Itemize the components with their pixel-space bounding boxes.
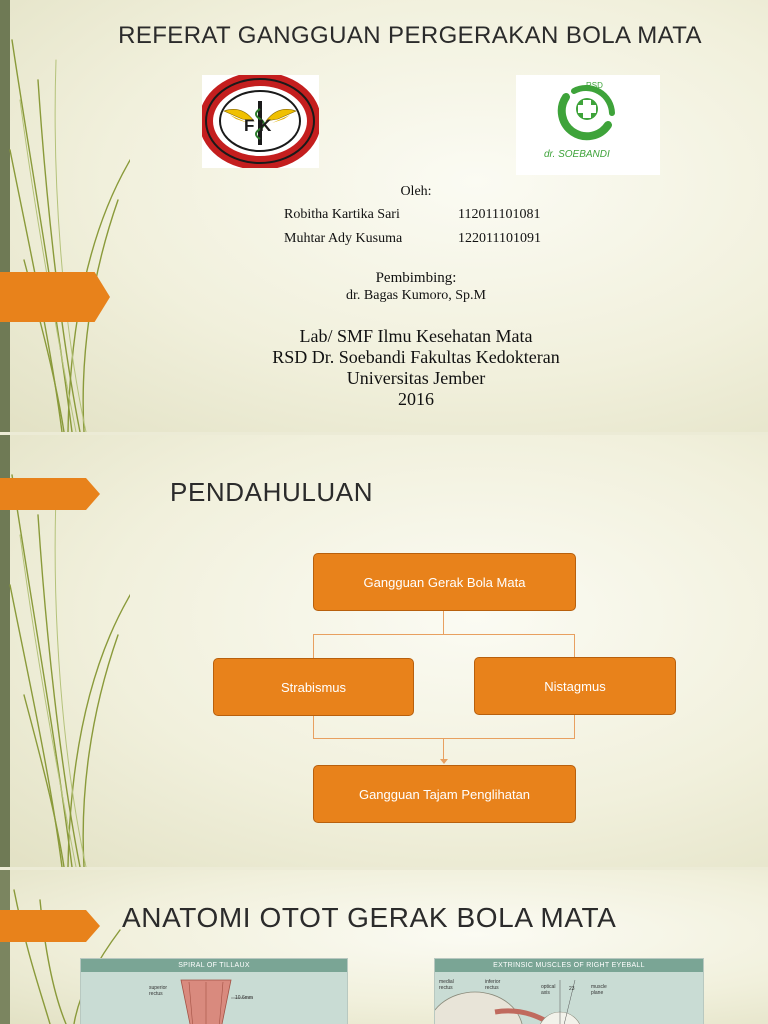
author-name-1: Robitha Kartika Sari [284, 207, 400, 222]
fk-logo-letter-f: F K [244, 116, 272, 135]
figure-extrinsic-muscles [434, 958, 704, 1024]
slide-anatomy [0, 870, 768, 1024]
figure-left-label-superior-rectus: superior rectus [149, 985, 168, 997]
arrow-tab [0, 910, 100, 942]
slide-title [0, 0, 768, 432]
diagram-node-strabismus: Strabismus [213, 658, 414, 716]
rsd-logo-bottom-text: dr. SOEBANDI [544, 149, 610, 160]
figure-right-label-inferior-rectus: inferior rectus [485, 979, 501, 991]
section-heading-introduction: PENDAHULUAN [170, 477, 374, 507]
fk-logo [202, 75, 319, 168]
author-name-2: Muhtar Ady Kusuma [284, 231, 403, 246]
connector-top-branch [313, 634, 575, 635]
supervisor-name: dr. Bagas Kumoro, Sp.M [346, 288, 486, 303]
rsd-soebandi-logo [516, 75, 660, 175]
figure-spiral-of-tillaux [80, 958, 348, 1024]
connector-root-down [443, 609, 444, 634]
by-label: Oleh: [400, 184, 432, 199]
connector-to-bottom [443, 738, 444, 760]
diagram-node-visual-acuity: Gangguan Tajam Penglihatan [313, 765, 576, 823]
connector-bottom-branch [313, 738, 575, 739]
institution-line-1: Lab/ SMF Ilmu Kesehatan Mata [299, 326, 533, 346]
institution-year: 2016 [398, 389, 434, 409]
slide-introduction [0, 435, 768, 867]
rsd-logo-top-text: RSD [586, 81, 603, 90]
supervisor-label: Pembimbing: [375, 270, 457, 286]
institution-line-3: Universitas Jember [346, 368, 486, 388]
figure-right-label-angle: 23 [569, 986, 575, 992]
figure-left-label-distance: 10.6mm [235, 995, 254, 1001]
author-nim-2: 122011101091 [458, 231, 541, 246]
diagram-node-root: Gangguan Gerak Bola Mata [313, 553, 576, 611]
figure-right-label-medial-rectus: medial rectus [439, 979, 454, 991]
author-nim-1: 112011101081 [458, 207, 541, 222]
arrow-head-icon [440, 759, 448, 764]
section-heading-anatomy: ANATOMI OTOT GERAK BOLA MATA [122, 902, 617, 933]
slide-title-text: REFERAT GANGGUAN PERGERAKAN BOLA MATA [118, 22, 702, 49]
institution-line-2: RSD Dr. Soebandi Fakultas Kedokteran [272, 347, 560, 367]
arrow-tab [0, 478, 100, 510]
figure-right-label-muscle-plane: muscle plane [591, 984, 607, 996]
figure-right-header: EXTRINSIC MUSCLES OF RIGHT EYEBALL [435, 959, 703, 972]
figure-left-header: SPIRAL OF TILLAUX [81, 959, 347, 972]
figure-right-label-optical-axis: optical axis [541, 984, 556, 996]
diagram-node-nistagmus: Nistagmus [474, 657, 676, 715]
